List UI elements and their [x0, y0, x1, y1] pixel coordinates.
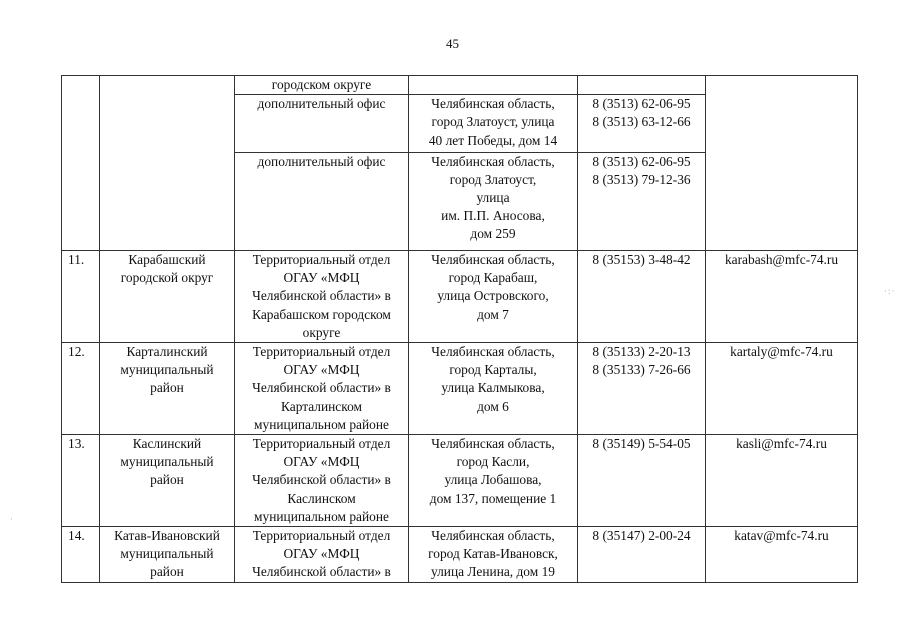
phone-cell	[578, 152, 706, 250]
phone-line: 8 (3513) 62-06-95	[592, 153, 691, 169]
organization-line: Челябинской области» в	[252, 380, 391, 396]
number-cell	[62, 435, 100, 527]
email-link[interactable]: kasli@mfc-74.ru	[736, 436, 827, 452]
municipality-line: городской округ	[120, 270, 214, 286]
email-link[interactable]: kartaly@mfc-74.ru	[730, 344, 833, 360]
phone-cell	[578, 95, 706, 152]
number-text: 12.	[68, 344, 85, 360]
phone-line: 8 (3513) 62-06-95	[592, 96, 691, 112]
address-line: город Карталы,	[449, 362, 537, 378]
organization-line: муниципальном районе	[254, 416, 389, 432]
organization-line: Карталинском	[281, 398, 362, 414]
address-line: 40 лет Победы, дом 14	[428, 132, 558, 148]
municipality-line: Карабашский	[128, 252, 206, 267]
email-cell	[706, 76, 858, 251]
organization-cell	[235, 95, 409, 152]
organization-line: городском округе	[271, 77, 372, 92]
table-row	[62, 527, 858, 583]
phone-cell	[578, 251, 706, 343]
address-line: улица Лобашова,	[444, 472, 542, 488]
organization-line: округе	[302, 324, 341, 340]
address-line: дом 6	[477, 398, 509, 414]
email-cell	[706, 251, 858, 343]
organization-line: дополнительный офис	[257, 153, 386, 169]
number-cell	[62, 251, 100, 343]
address-line: Челябинская область,	[431, 344, 555, 360]
organization-cell	[235, 152, 409, 250]
scan-mark: ·	[10, 514, 14, 524]
address-line: город Златоуст,	[449, 171, 537, 187]
municipality-line: район	[150, 472, 184, 488]
municipality-cell	[100, 251, 235, 343]
scan-mark: ·:·	[884, 286, 896, 296]
organization-line: ОГАУ «МФЦ	[283, 546, 360, 562]
organization-line: Челябинской области» в	[252, 288, 391, 304]
page-number: 45	[446, 36, 459, 51]
number-text: 13.	[68, 436, 85, 452]
table-row	[62, 343, 858, 435]
address-line: Челябинская область,	[431, 96, 555, 112]
municipality-cell	[100, 527, 235, 583]
municipality-cell	[100, 76, 235, 251]
organization-line: Карабашском городском	[252, 306, 391, 322]
phone-line: 8 (35147) 2-00-24	[592, 528, 691, 544]
address-line: улица Островского,	[437, 288, 549, 304]
municipality-cell	[100, 343, 235, 435]
table-row	[62, 435, 858, 527]
phone-cell	[578, 343, 706, 435]
organization-cell	[235, 251, 409, 343]
phone-line: 8 (35133) 7-26-66	[592, 362, 691, 378]
address-line: Челябинская область,	[431, 252, 555, 267]
organization-line: ОГАУ «МФЦ	[283, 454, 360, 470]
organization-line: Территориальный отдел	[252, 252, 391, 267]
address-line: Челябинская область,	[431, 436, 555, 452]
organization-line: Челябинской области» в	[252, 472, 391, 488]
organization-cell	[235, 435, 409, 527]
organization-line: Каслинском	[287, 490, 356, 506]
municipality-line: Каслинский	[132, 436, 202, 452]
email-cell	[706, 343, 858, 435]
phone-line: 8 (35133) 2-20-13	[592, 344, 691, 360]
phone-cell	[578, 527, 706, 583]
organization-cell	[235, 76, 409, 95]
address-cell	[409, 95, 578, 152]
municipality-line: Карталинский	[126, 344, 208, 360]
address-cell	[409, 76, 578, 95]
organization-line: Территориальный отдел	[252, 436, 391, 452]
mfc-offices-table	[61, 75, 858, 583]
address-line: дом 259	[470, 226, 516, 242]
address-cell	[409, 435, 578, 527]
address-line: улица Ленина, дом 19	[431, 564, 555, 580]
table-body	[62, 76, 858, 583]
number-text: 14.	[68, 528, 85, 544]
address-line: им. П.П. Аносова,	[441, 208, 545, 224]
number-cell	[62, 343, 100, 435]
municipality-line: муниципальный	[120, 362, 214, 378]
organization-line: Территориальный отдел	[252, 528, 391, 544]
phone-line: 8 (35149) 5-54-05	[592, 436, 691, 452]
organization-line: муниципальном районе	[254, 508, 389, 524]
table-row	[62, 76, 858, 95]
address-line: город Катав-Ивановск,	[428, 546, 558, 562]
address-line: улица	[476, 189, 510, 205]
phone-cell	[578, 76, 706, 95]
phone-cell	[578, 435, 706, 527]
email-link[interactable]: karabash@mfc-74.ru	[724, 252, 839, 267]
phone-line: 8 (35153) 3-48-42	[592, 252, 691, 267]
address-line: город Касли,	[456, 454, 530, 470]
address-line: город Златоуст, улица	[431, 114, 555, 130]
email-cell	[706, 435, 858, 527]
address-line: город Карабаш,	[448, 270, 538, 286]
address-cell	[409, 527, 578, 583]
address-line: дом 137, помещение 1	[429, 490, 557, 506]
address-line: Челябинская область,	[431, 153, 555, 169]
organization-line: ОГАУ «МФЦ	[283, 270, 360, 286]
municipality-line: муниципальный	[120, 454, 214, 470]
municipality-line: район	[150, 564, 184, 580]
municipality-line: район	[150, 380, 184, 396]
phone-line: 8 (3513) 79-12-36	[592, 171, 691, 187]
table-row	[62, 251, 858, 343]
municipality-line: муниципальный	[120, 546, 214, 562]
municipality-cell	[100, 435, 235, 527]
email-cell	[706, 527, 858, 583]
organization-cell	[235, 343, 409, 435]
organization-line: Челябинской области» в	[252, 564, 391, 580]
address-cell	[409, 343, 578, 435]
address-cell	[409, 251, 578, 343]
address-line: улица Калмыкова,	[441, 380, 545, 396]
organization-line: дополнительный офис	[257, 96, 386, 112]
number-text: 11.	[68, 252, 85, 267]
address-line: Челябинская область,	[431, 528, 555, 544]
municipality-line: Катав-Ивановский	[114, 528, 220, 544]
number-cell	[62, 527, 100, 583]
number-cell	[62, 76, 100, 251]
address-cell	[409, 152, 578, 250]
organization-line: Территориальный отдел	[252, 344, 391, 360]
phone-line: 8 (3513) 63-12-66	[592, 114, 691, 130]
email-link[interactable]: katav@mfc-74.ru	[734, 528, 829, 544]
address-line: дом 7	[477, 306, 509, 322]
organization-line: ОГАУ «МФЦ	[283, 362, 360, 378]
organization-cell	[235, 527, 409, 583]
